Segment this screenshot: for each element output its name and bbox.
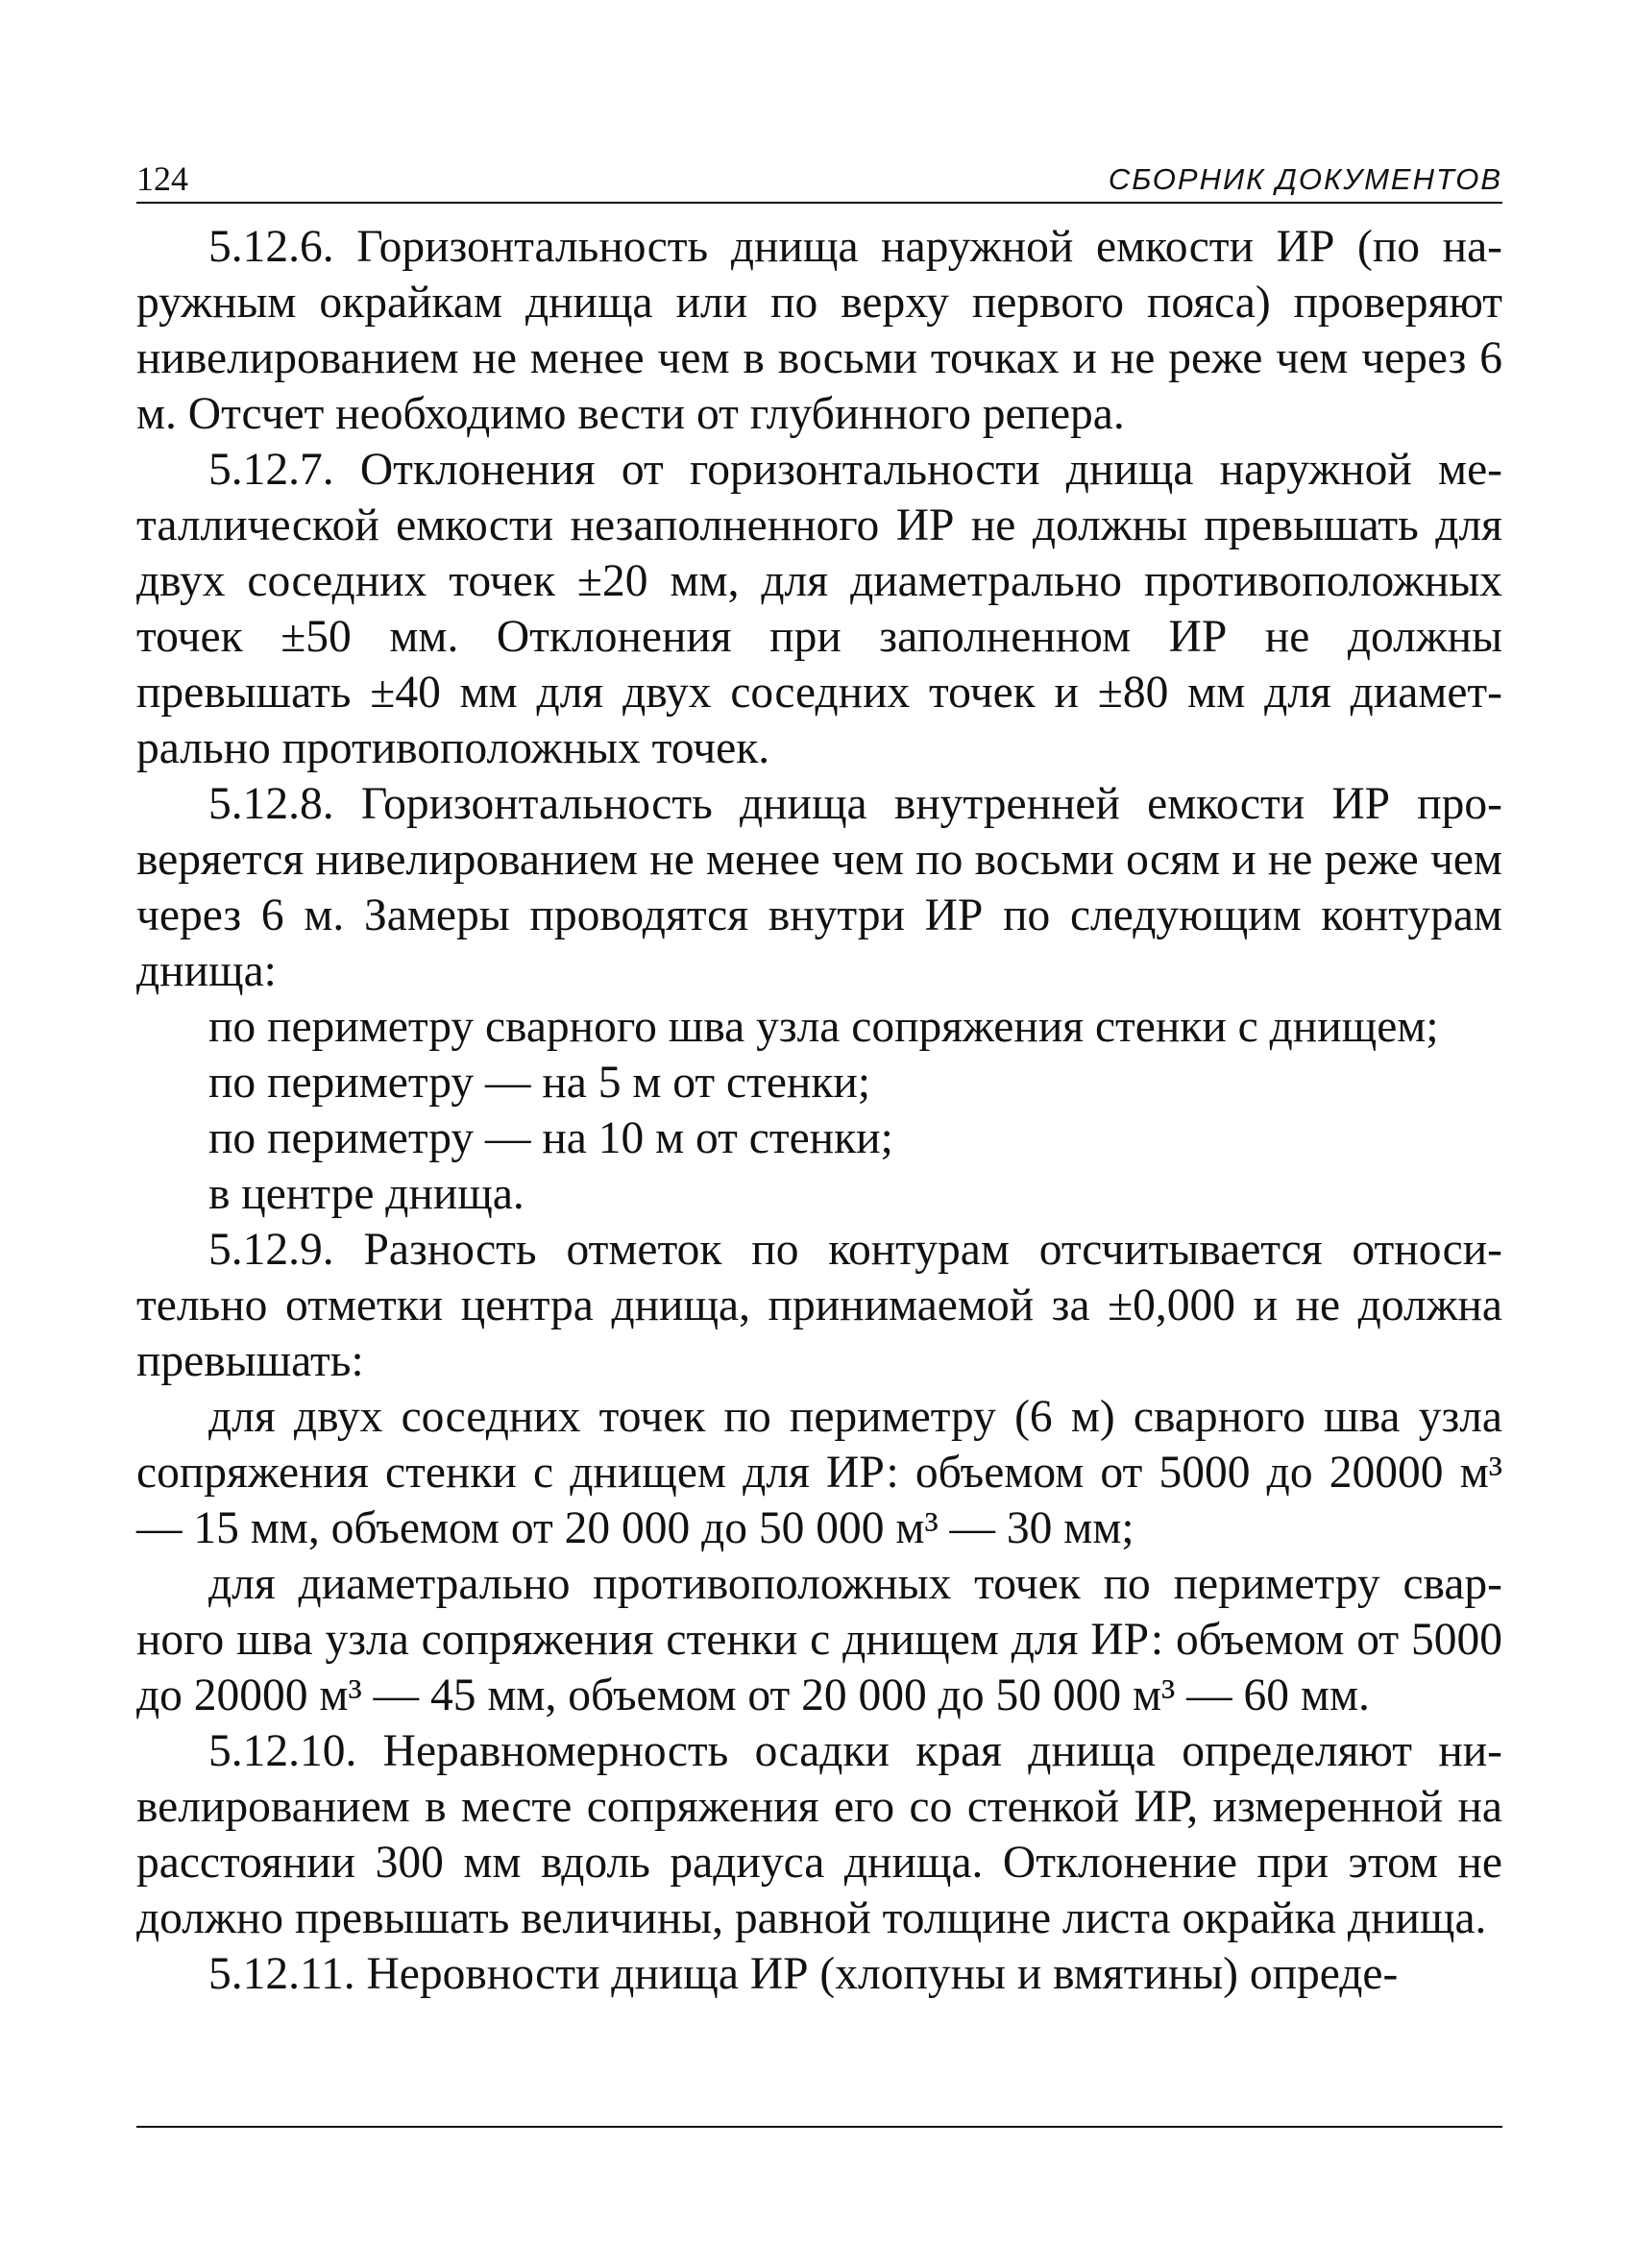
list-item-5m-from-wall: по периметру — на 5 м от стенки; <box>208 1058 871 1108</box>
list-item-10m-from-wall: по периметру — на 10 м от стенки; <box>208 1113 893 1163</box>
paragraph-opposite-points: для диаметрально противоположных точек по периметру сварного шва узла сопряжения стенки с днищем для ИР: объемом от 5000 до 20000 м³ — 45 мм, объемом от 20 000 до 50 000 м³ — 60 мм. <box>136 1559 1502 1720</box>
paragraph-adjacent-points: для двух соседних точек по периметру (6 м) сварного шва узла сопряжения стенки с днищем для ИР: объемом от 5000 до 20000 м³ — 15 мм, объемом от 20 000 до 50 000 м³ — 30 мм; <box>136 1392 1502 1553</box>
running-title: СБОРНИК ДОКУМЕНТОВ <box>1108 162 1502 196</box>
paragraph-5-12-9: 5.12.9. Разность отметок по контурам отсчитывается относительно отметки центра днища, принимаемой за ±0,000 и не должна превышать: <box>136 1225 1502 1386</box>
page-number: 124 <box>136 159 188 198</box>
footer-rule <box>136 2126 1502 2128</box>
paragraph-5-12-7: 5.12.7. Отклонения от горизонтальности днища наружной металлической емкости незаполненного ИР не должны превышать для двух соседних точек ±20 мм, для диаметрально противоположных точек ±50 мм. Отклонения при заполненном ИР не должны превышать ±40 мм для двух соседних точек и ±80 мм для диаметрально противоположных точек. <box>136 445 1502 773</box>
page-header <box>136 144 1502 204</box>
paragraph-5-12-6: 5.12.6. Горизонтальность днища наружной емкости ИР (по наружным окрайкам днища или по верху первого пояса) проверяют нивелированием не менее чем в восьми точках и не реже чем через 6 м. Отсчет необходимо вести от глубинного репера. <box>136 222 1502 439</box>
body-text <box>136 219 1502 2002</box>
paragraph-5-12-11: 5.12.11. Неровности днища ИР (хлопуны и вмятины) опреде- <box>208 1949 1399 1999</box>
list-item-weld-perimeter: по периметру сварного шва узла сопряжения стенки с днищем; <box>208 1002 1439 1052</box>
paragraph-5-12-8: 5.12.8. Горизонтальность днища внутренней емкости ИР проверяется нивелированием не менее чем по восьми осям и не реже чем через 6 м. Замеры проводятся внутри ИР по следующим контурам днища: <box>136 779 1502 996</box>
list-item-bottom-center: в центре днища. <box>208 1169 524 1219</box>
paragraph-5-12-10: 5.12.10. Неравномерность осадки края днища определяют нивелированием в месте сопряжения его со стенкой ИР, измеренной на расстоянии 300 мм вдоль радиуса днища. Отклонение при этом не должно превышать величины, равной толщине листа окрайка днища. <box>136 1726 1502 1943</box>
